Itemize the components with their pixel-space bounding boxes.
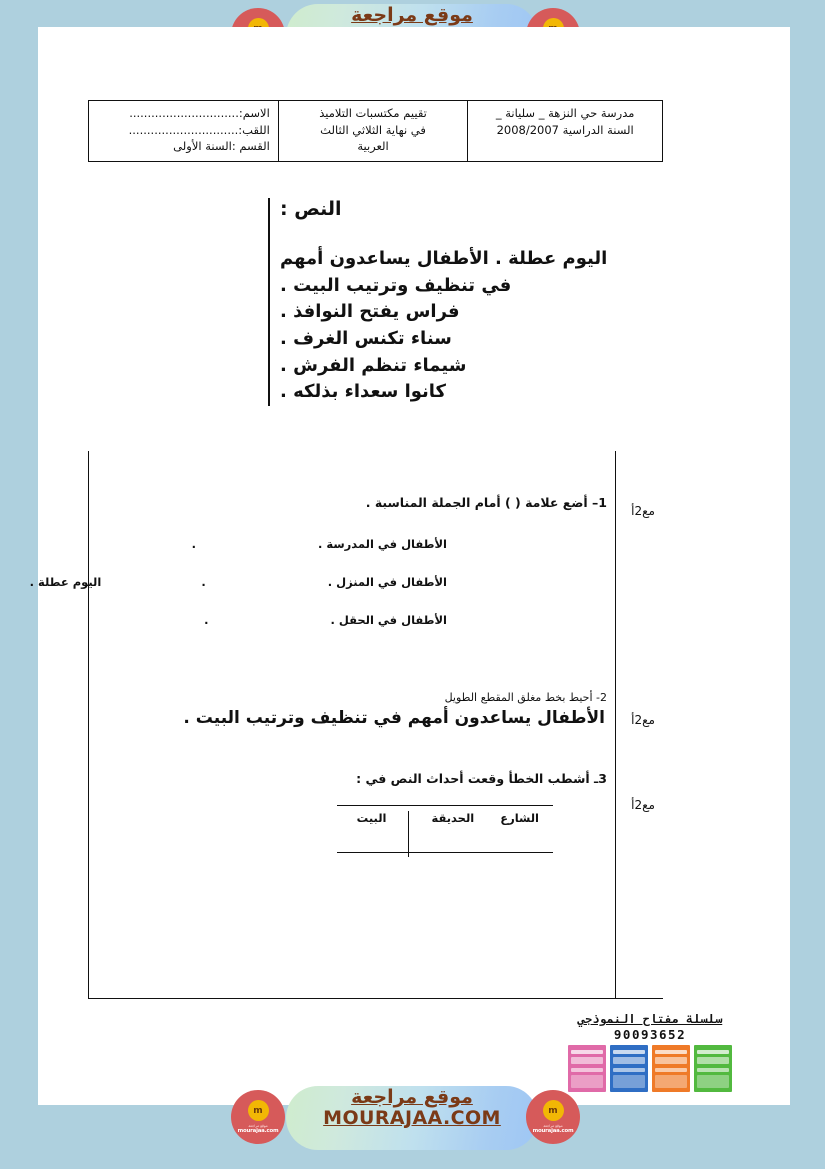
- school-cell: [468, 101, 663, 162]
- reading-text-line: اليوم عطلة . الأطفال يساعدون أمهم: [280, 248, 608, 269]
- student-name-field[interactable]: الاسم:..............................: [129, 106, 270, 120]
- logo-subtitle-en: mourajaa.com: [237, 1128, 279, 1134]
- exercise-1-heading: 1– أضع علامة ( ) أمام الجملة المناسبة .: [365, 495, 607, 510]
- logo-subtitle-ar: موقع مراجعة: [543, 1124, 563, 1128]
- exercise-3: [89, 771, 615, 786]
- choice-divider: [408, 811, 409, 857]
- mark-exercise-2: مع2أ: [631, 713, 655, 727]
- option-checkbox-dot[interactable]: .: [204, 613, 209, 627]
- mark-exercise-3: مع2أ: [631, 798, 655, 812]
- evaluation-cell: [278, 101, 468, 162]
- exercise-2: [89, 691, 615, 728]
- advert-series-title: سلسلة مفتاح النموذجي: [577, 1012, 723, 1026]
- option-sentence[interactable]: الأطفال في المدرسة .: [318, 537, 447, 551]
- exercise-2-instruction: 2- أحيط بخط مغلق المقطع الطويل: [444, 691, 607, 704]
- banner-url-label: MOURAJAA.COM: [323, 1106, 501, 1129]
- exercise-1: [29, 495, 615, 627]
- student-surname-field[interactable]: اللقب:..............................: [128, 122, 270, 137]
- reading-text-line: كانوا سعداء بذلكه .: [280, 381, 447, 403]
- reading-text-block: [268, 198, 628, 406]
- exercise-1-option-row[interactable]: [29, 575, 615, 589]
- choice-option-house[interactable]: البيت: [356, 811, 387, 825]
- student-class-field: القسم :السنة الأولى: [173, 139, 270, 154]
- bottom-banner: [0, 1082, 825, 1154]
- reading-text-title: النص :: [280, 198, 342, 220]
- advert-phone-number: 90093652: [613, 1027, 687, 1042]
- school-year: السنة الدراسية 2008/2007: [496, 122, 634, 137]
- reading-text-line: في تنظيف وترتيب البيت .: [280, 274, 512, 296]
- option-checkbox-dot[interactable]: .: [191, 537, 196, 551]
- student-cell[interactable]: [89, 101, 279, 162]
- option-sentence[interactable]: الأطفال في المنزل .: [327, 575, 447, 589]
- exercise-3-instruction: 3ـ أشطب الخطأ وقعت أحداث النص في :: [356, 771, 607, 786]
- exercise-2-sentence[interactable]: الأطفال يساعدون أمهم في تنظيف وترتيب البيت .: [183, 708, 605, 728]
- logo-subtitle-en: mourajaa.com: [532, 1128, 574, 1134]
- exercises-frame: [29, 451, 663, 999]
- logo-badge-icon: m: [543, 1100, 564, 1121]
- evaluation-subject: العربية: [357, 139, 389, 154]
- table-row: [89, 101, 663, 162]
- exercise-1-option-row[interactable]: [89, 537, 615, 551]
- mourajaa-logo-icon: [526, 1090, 580, 1144]
- logo-subtitle-ar: موقع مراجعة: [248, 1124, 268, 1128]
- option-lead-text: اليوم عطلة .: [29, 575, 102, 589]
- banner-arabic-label: موقع مراجعة: [351, 1086, 473, 1108]
- identification-table: [88, 100, 663, 162]
- reading-text-line: فراس يفتح النوافذ .: [280, 301, 460, 323]
- exercise-1-option-row[interactable]: [89, 613, 615, 627]
- marks-column-divider: [615, 451, 616, 999]
- logo-badge-icon: m: [248, 1100, 269, 1121]
- evaluation-line-1: تقييم مكتسبات التلاميذ: [319, 106, 427, 120]
- evaluation-line-2: في نهاية الثلاثي الثالث: [320, 122, 426, 137]
- option-checkbox-dot[interactable]: .: [201, 575, 206, 589]
- banner-text-bottom: [286, 1088, 538, 1129]
- mark-exercise-1: مع2أ: [631, 504, 655, 518]
- choice-option-street[interactable]: الشارع: [500, 811, 539, 825]
- school-name: مدرسة حي النزهة _ سليانة _: [495, 106, 635, 120]
- option-sentence[interactable]: الأطفال في الحقل .: [330, 613, 447, 627]
- reading-text-line: سناء تكنس الغرف .: [280, 327, 452, 349]
- publisher-advert: [560, 1012, 740, 1092]
- banner-arabic-label: موقع مراجعة: [351, 4, 473, 26]
- exercise-3-choice-box: [337, 805, 553, 853]
- reading-text-line: شيماء تنظم الفرش .: [280, 354, 467, 376]
- mourajaa-logo-icon: [231, 1090, 285, 1144]
- choice-option-garden[interactable]: الحديقة: [431, 811, 475, 825]
